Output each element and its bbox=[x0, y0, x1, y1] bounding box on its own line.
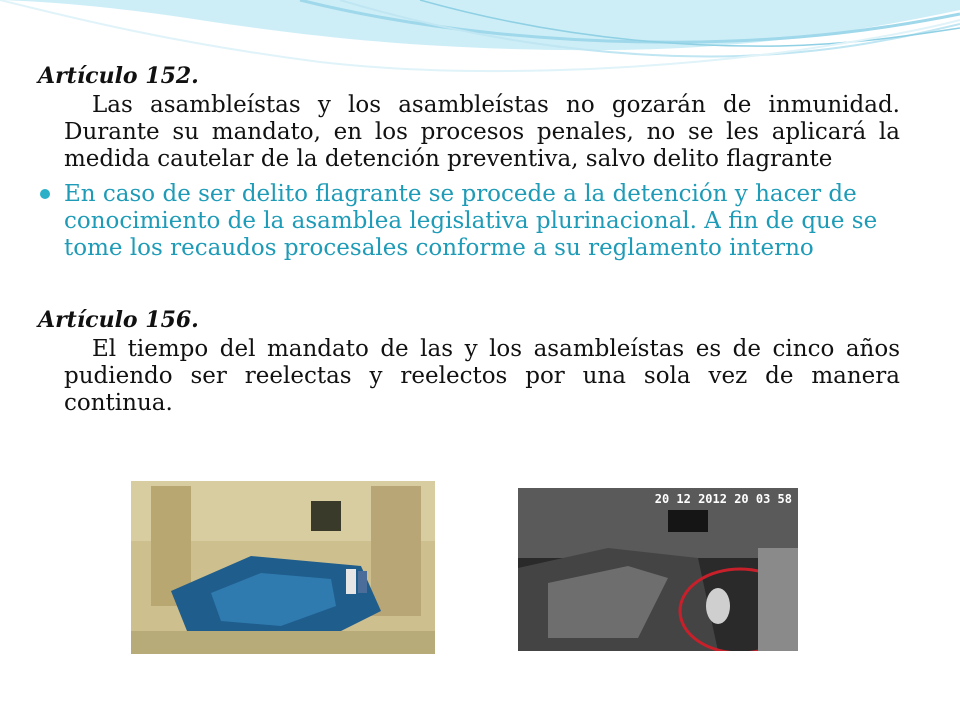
assembly-room-photo bbox=[131, 481, 435, 654]
bullet-item bbox=[38, 181, 900, 262]
cctv-camera-photo bbox=[518, 488, 798, 651]
slide-content bbox=[38, 62, 900, 417]
article-152-heading: Artículo 152. bbox=[38, 63, 199, 89]
article-156-heading: Artículo 156. bbox=[38, 307, 199, 333]
article-156-body: El tiempo del mandato de las y los asambleístas es de cinco años pudiendo ser reelectas y reelectos por una sola vez de manera continua. bbox=[64, 336, 900, 416]
article-152-body: Las asambleístas y los asambleístas no gozarán de inmunidad. Durante su mandato, en los procesos penales, no se les aplicará la medida cautelar de la detención preventiva, salvo delito flagrante bbox=[64, 92, 900, 172]
cctv-timestamp: 20 12 2012 20 03 58 bbox=[654, 492, 792, 506]
bullet-icon bbox=[40, 189, 50, 199]
article-152-bullet-text: En caso de ser delito flagrante se procede a la detención y hacer de conocimiento de la asamblea legislativa plurinacional. A fin de que se tome los recaudos procesales conforme a su reglamento interno bbox=[64, 181, 878, 261]
